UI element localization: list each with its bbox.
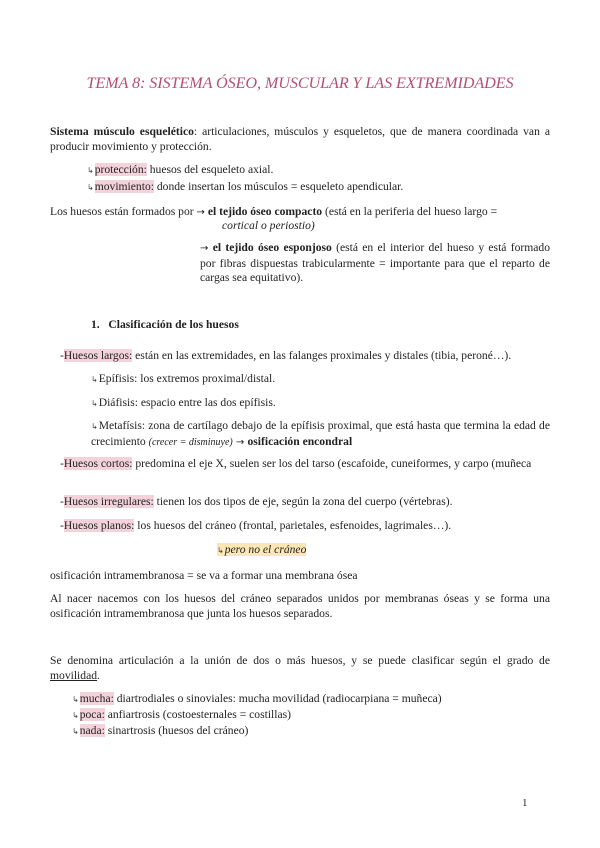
function-label: protección: — [94, 163, 147, 176]
function-item-movement — [87, 180, 403, 195]
ossification-paragraph: Al nacer nacemos con los huesos del cráneo separados unidos por membranas óseas y se forma una osificación intramembranosa que junta los huesos separados. — [50, 592, 550, 620]
tissue-spongy-paragraph — [200, 241, 550, 286]
joint-text: anfiartrosis (costoesternales = costillas) — [104, 708, 291, 721]
corner-arrow-icon: ↳ — [72, 695, 79, 704]
corner-arrow-icon: ↳ — [87, 166, 94, 175]
long-bones-label: Huesos largos: — [63, 349, 133, 362]
flat-bones-text: los huesos del cráneo (frontal, parietales, esfenoides, lagrimales…). — [134, 519, 452, 532]
tissue-line-compact — [50, 205, 497, 220]
joint-item-mucha — [72, 692, 442, 707]
metaphysis-bold: osificación encondral — [247, 434, 353, 448]
epiphysis-item — [91, 372, 275, 387]
bullet-dash: - — [60, 519, 64, 532]
joint-text: diartrodiales o sinoviales: mucha movilidad (radiocarpiana = muñeca) — [113, 692, 442, 705]
joints-text: Se denomina articulación a la unión de dos o más huesos, y se puede clasificar según el grado de — [50, 654, 550, 667]
function-text: donde insertan los músculos = esqueleto apendicular. — [153, 180, 404, 193]
ossification-line: osificación intramembranosa = se va a formar una membrana ósea — [50, 569, 358, 582]
flat-bones-item — [60, 519, 451, 533]
irregular-bones-label: Huesos irregulares: — [63, 495, 154, 508]
joint-text: sinartrosis (huesos del cráneo) — [104, 724, 249, 737]
function-item-protection — [87, 163, 273, 178]
corner-arrow-icon: ↳ — [72, 711, 79, 720]
compact-text: (está en la periferia del hueso largo = — [322, 205, 498, 218]
intro-text: : articulaciones, músculos y esqueletos, que de manera coordinada van a producir movimiento y protección. — [50, 125, 550, 153]
intro-paragraph — [50, 125, 550, 154]
corner-arrow-icon: ↳ — [91, 399, 98, 408]
flat-bones-note — [217, 543, 306, 558]
joint-label: nada: — [79, 724, 105, 737]
right-arrow-icon: → — [196, 207, 205, 218]
spongy-term: el tejido óseo esponjoso — [212, 241, 332, 254]
corner-arrow-icon: ↳ — [87, 183, 94, 192]
metaphysis-arrow: → — [232, 436, 248, 448]
page-number: 1 — [522, 797, 528, 809]
long-bones-item — [60, 349, 511, 363]
flat-note-highlight — [217, 543, 306, 556]
section-heading — [91, 318, 239, 332]
function-label: movimiento: — [94, 180, 154, 193]
right-arrow-icon: → — [200, 243, 209, 254]
joint-item-nada — [72, 724, 248, 739]
joints-paragraph — [50, 654, 550, 683]
metaphysis-note: (crecer = disminuye) — [148, 436, 233, 448]
joint-item-poca — [72, 708, 291, 723]
intro-term: Sistema músculo esquelético — [50, 125, 194, 138]
compact-subtext: cortical o periostio) — [222, 219, 315, 232]
corner-arrow-icon: ↳ — [91, 422, 98, 431]
short-bones-item — [60, 457, 550, 472]
epiphysis-text: Epífisis: los extremos proximal/distal. — [98, 372, 276, 385]
tissue-lead: Los huesos están formados por — [50, 205, 197, 218]
section-title: Clasificación de los huesos — [108, 318, 239, 331]
bullet-dash: - — [60, 495, 64, 508]
page-title: TEMA 8: SISTEMA ÓSEO, MUSCULAR Y LAS EXTREMIDADES — [86, 74, 514, 92]
corner-arrow-icon: ↳ — [91, 375, 98, 384]
flat-note-text: pero no el cráneo — [224, 543, 307, 556]
short-bones-label: Huesos cortos: — [63, 457, 133, 470]
bullet-dash: - — [60, 349, 64, 362]
flat-bones-label: Huesos planos: — [63, 519, 135, 532]
short-bones-text: predomina el eje X, suelen ser los del tarso (escafoide, cuneiformes, y carpo (muñeca — [132, 457, 532, 470]
joint-label: poca: — [79, 708, 105, 721]
section-number: 1. — [91, 318, 100, 331]
irregular-bones-text: tienen los dos tipos de eje, según la zona del cuerpo (vértebras). — [153, 495, 453, 508]
compact-term: el tejido óseo compacto — [207, 205, 323, 218]
corner-arrow-icon: ↳ — [217, 546, 224, 555]
joints-end: . — [97, 668, 100, 682]
metaphysis-item — [91, 419, 550, 450]
metaphysis-text: Metafísis: zona de cartílago debajo de la epífisis proximal, que está hasta que termina la edad de crecimiento — [91, 419, 550, 448]
irregular-bones-item — [60, 495, 452, 509]
diaphysis-item — [91, 396, 276, 411]
long-bones-text: están en las extremidades, en las falanges proximales y distales (tibia, peroné…). — [132, 349, 512, 362]
joint-label: mucha: — [79, 692, 114, 705]
diaphysis-text: Diáfisis: espacio entre las dos epífisis. — [98, 396, 276, 409]
joints-term: movilidad — [50, 668, 98, 682]
bullet-dash: - — [60, 457, 64, 470]
function-text: huesos del esqueleto axial. — [146, 163, 274, 176]
spongy-text: (está en el interior del hueso y está formado por fibras dispuestas trabicularmente = importante para que el reparto de cargas sea equitativo). — [200, 241, 551, 285]
corner-arrow-icon: ↳ — [72, 727, 79, 736]
